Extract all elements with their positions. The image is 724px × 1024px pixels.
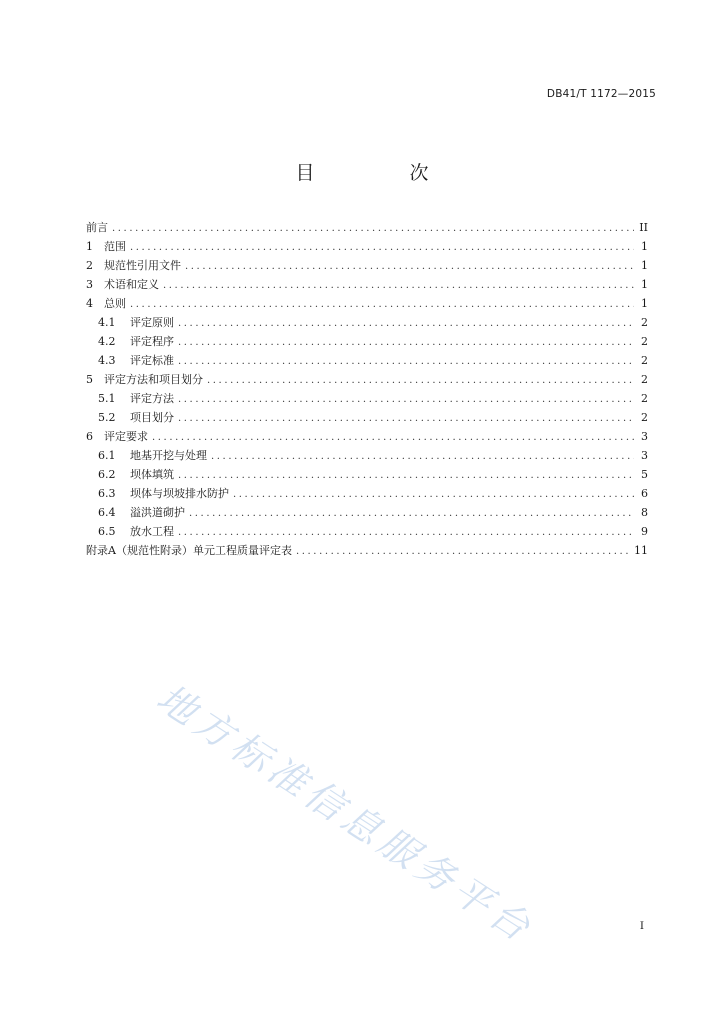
toc-entry-number: 1 bbox=[86, 240, 93, 253]
toc-entry-label: 总则 bbox=[104, 297, 126, 310]
toc-entry-page: 6 bbox=[641, 487, 648, 500]
toc-entry-foreword[interactable] bbox=[86, 218, 648, 237]
toc-entry-number: 6 bbox=[86, 430, 93, 443]
toc-entry-requirements[interactable] bbox=[86, 427, 648, 446]
toc-entry-label: 规范性引用文件 bbox=[104, 259, 181, 272]
toc-entry-scope[interactable] bbox=[86, 237, 648, 256]
toc-dot-leader bbox=[233, 485, 634, 504]
toc-entry-page: 2 bbox=[641, 392, 648, 405]
toc-entry-label: 评定程序 bbox=[130, 335, 174, 348]
toc-entry-appendix-a[interactable] bbox=[86, 541, 648, 560]
toc-entry-page: 3 bbox=[641, 430, 648, 443]
toc-entry-label: 评定要求 bbox=[104, 430, 148, 443]
toc-entry-number: 4.1 bbox=[98, 316, 116, 329]
toc-entry-4-1[interactable] bbox=[86, 313, 648, 332]
toc-entry-label: 评定标准 bbox=[130, 354, 174, 367]
toc-entry-methods-division[interactable] bbox=[86, 370, 648, 389]
toc-dot-leader bbox=[178, 523, 634, 542]
document-number: DB41/T 1172—2015 bbox=[546, 88, 656, 100]
toc-entry-page: 1 bbox=[641, 278, 648, 291]
toc-dot-leader bbox=[185, 257, 634, 276]
toc-entry-5-2[interactable] bbox=[86, 408, 648, 427]
toc-entry-page: 1 bbox=[641, 240, 648, 253]
toc-entry-page: 2 bbox=[641, 354, 648, 367]
toc-dot-leader bbox=[296, 542, 630, 561]
toc-dot-leader bbox=[178, 352, 634, 371]
toc-entry-number: 6.5 bbox=[98, 525, 116, 538]
toc-entry-number: 5.1 bbox=[98, 392, 116, 405]
toc-entry-page: 2 bbox=[641, 373, 648, 386]
toc-dot-leader bbox=[178, 333, 634, 352]
toc-entry-6-1[interactable] bbox=[86, 446, 648, 465]
toc-dot-leader bbox=[178, 314, 634, 333]
toc-dot-leader bbox=[130, 295, 634, 314]
toc-entry-number: 6.3 bbox=[98, 487, 116, 500]
toc-entry-page: II bbox=[639, 221, 648, 234]
toc-dot-leader bbox=[211, 447, 634, 466]
toc-entry-label: 坝体填筑 bbox=[130, 468, 174, 481]
toc-entry-number: 5.2 bbox=[98, 411, 116, 424]
toc-entry-6-4[interactable] bbox=[86, 503, 648, 522]
toc-entry-number: 2 bbox=[86, 259, 93, 272]
toc-entry-5-1[interactable] bbox=[86, 389, 648, 408]
toc-entry-6-2[interactable] bbox=[86, 465, 648, 484]
toc-dot-leader bbox=[112, 219, 634, 238]
toc-entry-page: 9 bbox=[641, 525, 648, 538]
page-number: I bbox=[639, 920, 644, 932]
toc-entry-page: 2 bbox=[641, 316, 648, 329]
toc-entry-label: 评定方法和项目划分 bbox=[104, 373, 203, 386]
toc-entry-6-3[interactable] bbox=[86, 484, 648, 503]
toc-entry-label: 地基开挖与处理 bbox=[130, 449, 207, 462]
toc-entry-label: 项目划分 bbox=[130, 411, 174, 424]
toc-entry-general[interactable] bbox=[86, 294, 648, 313]
toc-dot-leader bbox=[178, 409, 634, 428]
toc-entry-number: 4.3 bbox=[98, 354, 116, 367]
toc-entry-number: 3 bbox=[86, 278, 93, 291]
toc-dot-leader bbox=[189, 504, 634, 523]
toc-entry-number: 5 bbox=[86, 373, 93, 386]
toc-entry-label: 评定原则 bbox=[130, 316, 174, 329]
table-of-contents bbox=[86, 218, 648, 560]
toc-dot-leader bbox=[178, 390, 634, 409]
toc-entry-page: 1 bbox=[641, 297, 648, 310]
toc-entry-page: 3 bbox=[641, 449, 648, 462]
toc-entry-number: 4 bbox=[86, 297, 93, 310]
toc-entry-label: 范围 bbox=[104, 240, 126, 253]
toc-entry-normative-references[interactable] bbox=[86, 256, 648, 275]
toc-dot-leader bbox=[130, 238, 634, 257]
toc-entry-label: 坝体与坝坡排水防护 bbox=[130, 487, 229, 500]
toc-entry-page: 2 bbox=[641, 335, 648, 348]
toc-entry-page: 11 bbox=[634, 544, 648, 557]
toc-entry-number: 6.1 bbox=[98, 449, 116, 462]
toc-entry-terms-definitions[interactable] bbox=[86, 275, 648, 294]
toc-entry-number: 4.2 bbox=[98, 335, 116, 348]
toc-entry-4-3[interactable] bbox=[86, 351, 648, 370]
toc-entry-number: 6.4 bbox=[98, 506, 116, 519]
toc-entry-6-5[interactable] bbox=[86, 522, 648, 541]
toc-entry-page: 8 bbox=[641, 506, 648, 519]
toc-title: 目 次 bbox=[295, 162, 467, 184]
toc-dot-leader bbox=[178, 466, 634, 485]
toc-dot-leader bbox=[163, 276, 634, 295]
toc-entry-label: 附录A（规范性附录）单元工程质量评定表 bbox=[86, 544, 292, 557]
toc-entry-label: 评定方法 bbox=[130, 392, 174, 405]
toc-entry-page: 1 bbox=[641, 259, 648, 272]
toc-entry-label: 术语和定义 bbox=[104, 278, 159, 291]
watermark-text: 地方标准信息服务平台 bbox=[149, 675, 543, 953]
toc-entry-label: 前言 bbox=[86, 221, 108, 234]
toc-entry-page: 2 bbox=[641, 411, 648, 424]
toc-entry-page: 5 bbox=[641, 468, 648, 481]
toc-entry-label: 放水工程 bbox=[130, 525, 174, 538]
toc-entry-label: 溢洪道砌护 bbox=[130, 506, 185, 519]
toc-dot-leader bbox=[152, 428, 634, 447]
toc-entry-4-2[interactable] bbox=[86, 332, 648, 351]
toc-dot-leader bbox=[207, 371, 634, 390]
toc-entry-number: 6.2 bbox=[98, 468, 116, 481]
